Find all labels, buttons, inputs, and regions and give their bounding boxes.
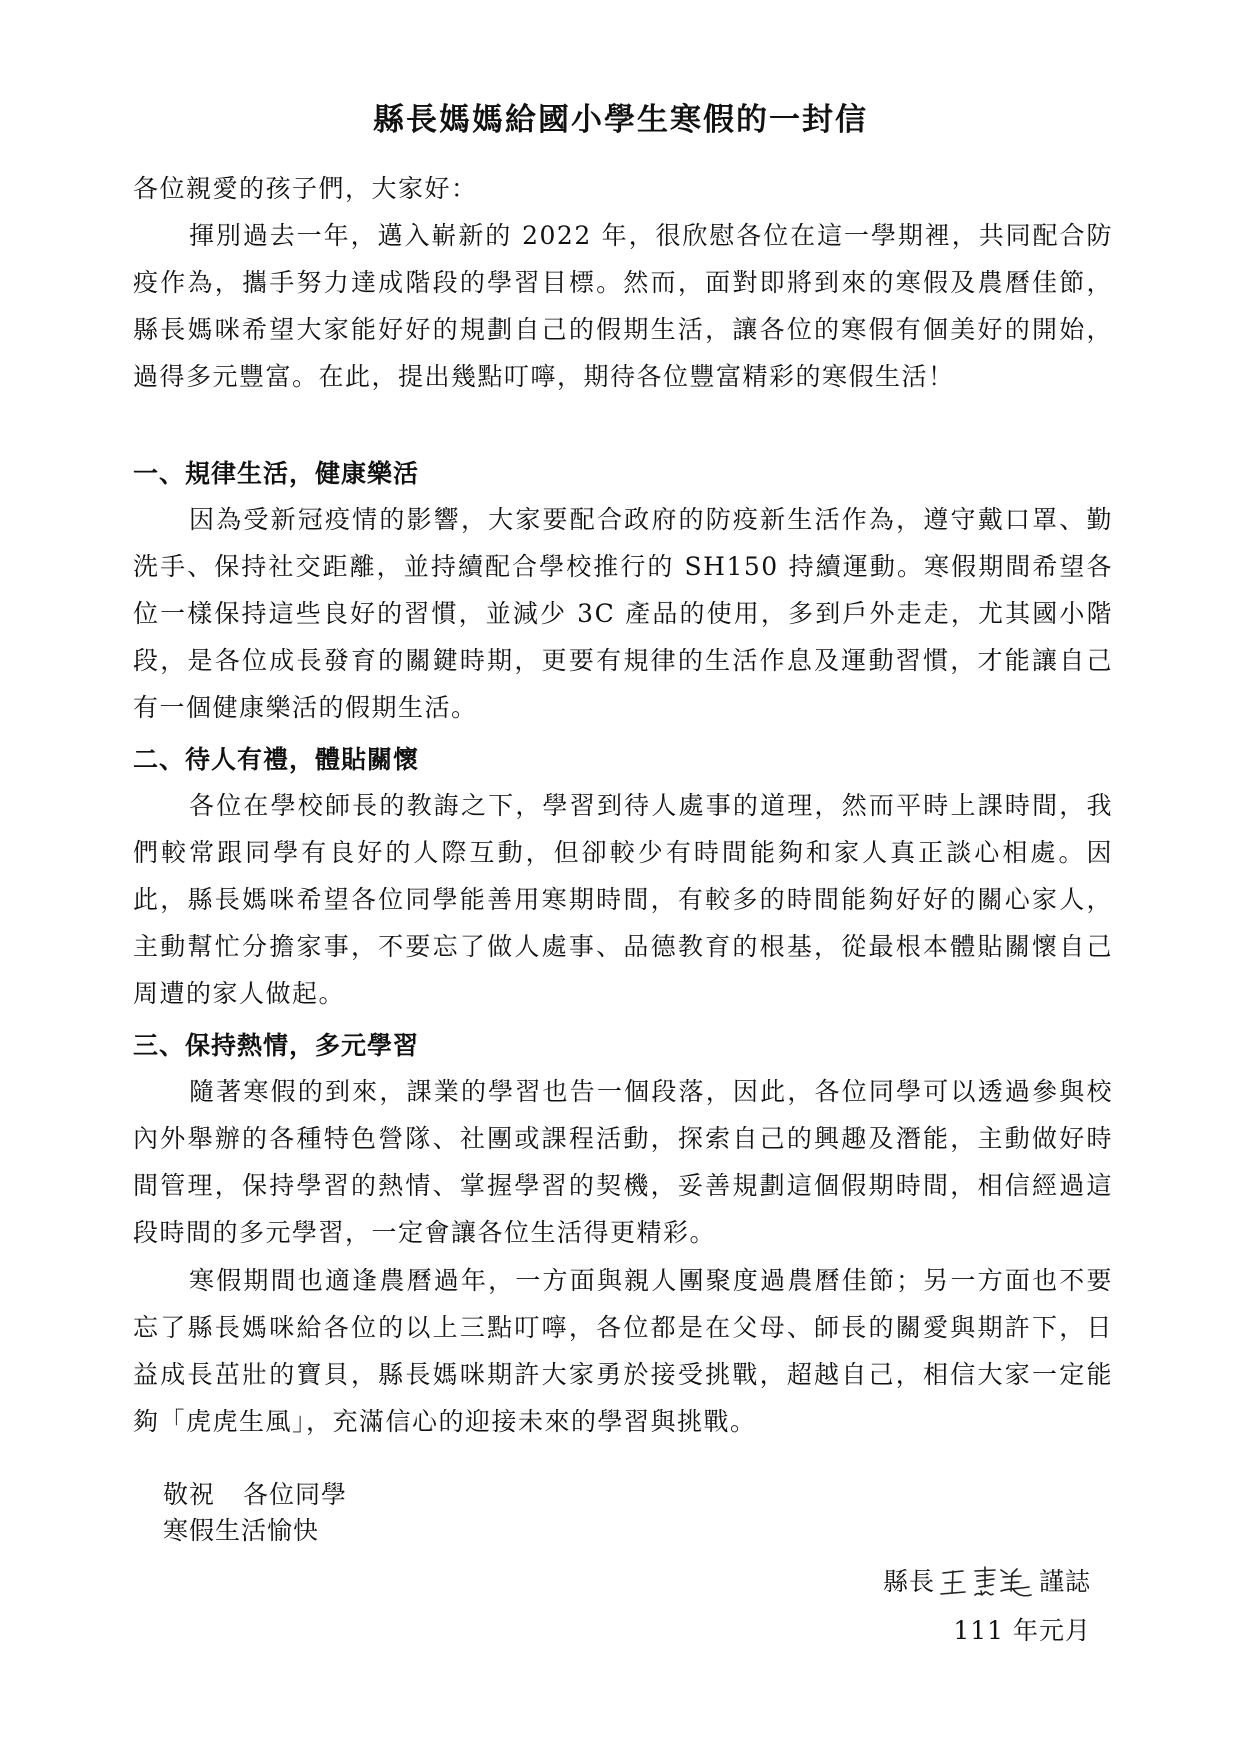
section-2-paragraph: 各位在學校師長的教誨之下，學習到待人處事的道理，然而平時上課時間，我們較常跟同學有良好的人際互動，但卻較少有時間能夠和家人真正談心相處。因此，縣長媽咪希望各位同學能善用寒期時間，有較多的時間能夠好好的關心家人，主動幫忙分擔家事，不要忘了做人處事、品德教育的根基，從最根本體貼關懷自己周遭的家人做起。	[133, 791, 1113, 1008]
intro-paragraph: 揮別過去一年，邁入嶄新的 2022 年，很欣慰各位在這一學期裡，共同配合防疫作為，攜手努力達成階段的學習目標。然而，面對即將到來的寒假及農曆佳節，縣長媽咪希望大家能好好的規劃自己的假期生活，讓各位的寒假有個美好的開始，過得多元豐富。在此，提出幾點叮嚀，期待各位豐富精彩的寒假生活！	[133, 221, 1113, 391]
greeting: 各位親愛的孩子們，大家好：	[133, 174, 478, 203]
signature-line	[883, 1561, 1091, 1603]
conclusion-paragraph: 寒假期間也適逢農曆過年，一方面與親人團聚度過農曆佳節；另一方面也不要忘了縣長媽咪給各位的以上三點叮嚀，各位都是在父母、師長的關愛與期許下，日益成長茁壯的寶貝，縣長媽咪期許大家勇於接受挑戰，超越自己，相信大家一定能夠「虎虎生風」，充滿信心的迎接未來的學習與挑戰。	[133, 1266, 1113, 1436]
closing-salute: 敬祝	[163, 1480, 216, 1509]
handwritten-signature	[937, 1561, 1037, 1603]
section-2-heading: 二、待人有禮，體貼關懷	[133, 745, 420, 774]
section-1-paragraph: 因為受新冠疫情的影響，大家要配合政府的防疫新生活作為，遵守戴口罩、勤洗手、保持社交距離，並持續配合學校推行的 SH150 持續運動。寒假期間希望各位一樣保持這些良好的習慣，並減少 3C 產品的使用，多到戶外走走，尤其國小階段，是各位成長發育的關鍵時期，更要有規律的生活作息及運動習慣，才能讓自己有一個健康樂活的假期生活。	[133, 505, 1113, 722]
section-3-heading: 三、保持熱情，多元學習	[133, 1031, 420, 1060]
section-1-heading: 一、規律生活，健康樂活	[133, 459, 420, 488]
section-3-paragraph: 隨著寒假的到來，課業的學習也告一個段落，因此，各位同學可以透過參與校內外舉辦的各種特色營隊、社團或課程活動，探索自己的興趣及潛能，主動做好時間管理，保持學習的熱情、掌握學習的契機，妥善規劃這個假期時間，相信經過這段時間的多元學習，一定會讓各位生活得更精彩。	[133, 1077, 1113, 1247]
closing-wish: 寒假生活愉快	[163, 1516, 320, 1545]
signature-suffix: 謹誌	[1038, 1567, 1091, 1596]
closing-recipient: 各位同學	[243, 1480, 348, 1509]
letter-date: 111 年元月	[953, 1616, 1091, 1645]
signature-title: 縣長	[882, 1567, 935, 1596]
letter-title: 縣長媽媽給國小學生寒假的一封信	[373, 102, 868, 138]
closing-salute-line	[163, 1477, 347, 1513]
